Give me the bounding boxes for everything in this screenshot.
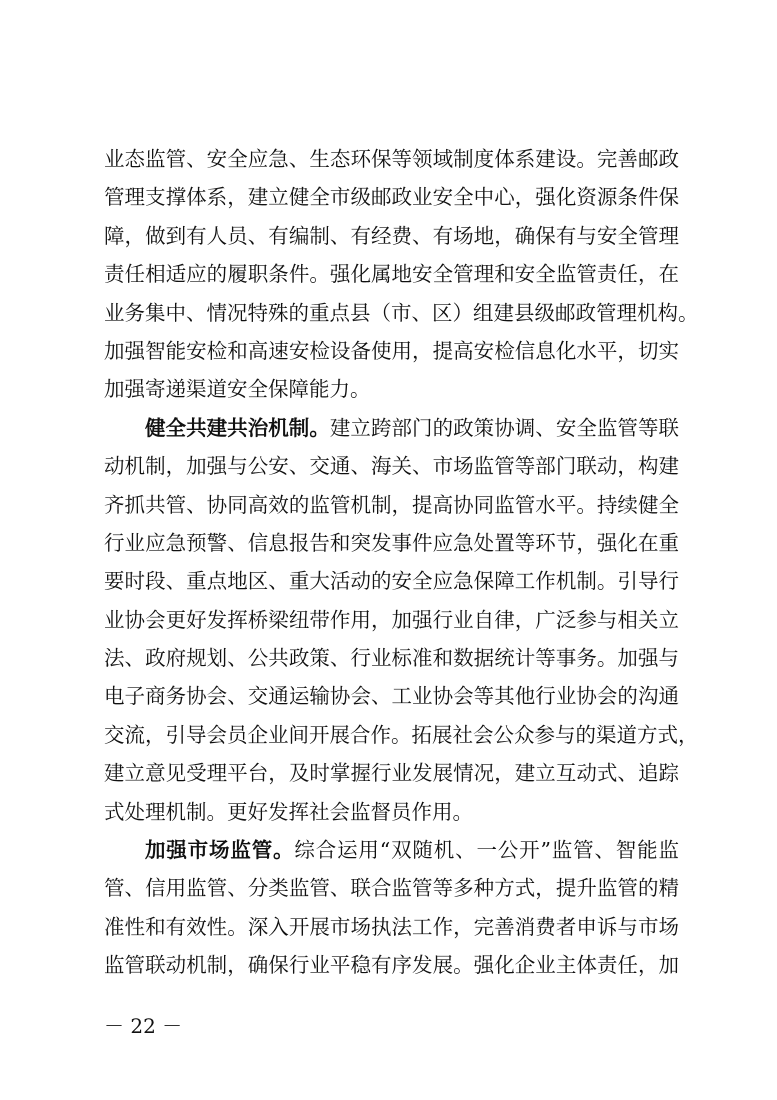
page-number: － 22 － (104, 1014, 183, 1038)
text-line: 障，做到有人员、有编制、有经费、有场地，确保有与安全管理 (104, 223, 679, 248)
paragraph-lead-heading: 健全共建共治机制。 (145, 415, 330, 440)
text-line: 监管联动机制，确保行业平稳有序发展。强化企业主体责任，加 (104, 953, 679, 978)
body-text (104, 140, 699, 985)
text-line: 要时段、重点地区、重大活动的安全应急保障工作机制。引导行 (104, 569, 679, 594)
paragraph-lead-heading: 加强市场监管。 (145, 838, 295, 863)
text-line: 法、政府规划、公共政策、行业标准和数据统计等事务。加强与 (104, 646, 679, 671)
text-line: 加强智能安检和高速安检设备使用，提高安检信息化水平，切实 (104, 338, 679, 363)
text-line: 齐抓共管、协同高效的监管机制，提高协同监管水平。持续健全 (104, 492, 679, 517)
text-line: 业务集中、情况特殊的重点县（市、区）组建县级邮政管理机构。 (104, 300, 699, 325)
text-line: 业协会更好发挥桥梁纽带作用，加强行业自律，广泛参与相关立 (104, 607, 679, 632)
text-line: 式处理机制。更好发挥社会监督员作用。 (104, 799, 473, 824)
text-line: 动机制，加强与公安、交通、海关、市场监管等部门联动，构建 (104, 454, 679, 479)
text-line (104, 409, 679, 447)
text-line: 管理支撑体系，建立健全市级邮政业安全中心，强化资源条件保 (104, 185, 679, 210)
paragraph-1 (104, 140, 699, 409)
text-line: 管、信用监管、分类监管、联合监管等多种方式，提升监管的精 (104, 876, 679, 901)
text-line: 加强寄递渠道安全保障能力。 (104, 377, 371, 402)
text-line (104, 831, 679, 869)
text-line: 准性和有效性。深入开展市场执法工作，完善消费者申诉与市场 (104, 914, 679, 939)
text-line: 交流，引导会员企业间开展合作。拓展社会公众参与的渠道方式， (104, 722, 699, 747)
text-span: 综合运用“双随机、一公开”监管、智能监 (294, 838, 679, 863)
paragraph-2 (104, 409, 699, 831)
text-line: 建立意见受理平台，及时掌握行业发展情况，建立互动式、追踪 (104, 761, 679, 786)
text-span: 建立跨部门的政策协调、安全监管等联 (329, 415, 680, 440)
text-line: 责任相适应的履职条件。强化属地安全管理和安全监管责任，在 (104, 262, 679, 287)
text-line: 电子商务协会、交通运输协会、工业协会等其他行业协会的沟通 (104, 684, 679, 709)
text-line: 业态监管、安全应急、生态环保等领域制度体系建设。完善邮政 (104, 147, 679, 171)
paragraph-3 (104, 831, 679, 985)
text-line: 行业应急预警、信息报告和突发事件应急处置等环节，强化在重 (104, 530, 679, 555)
